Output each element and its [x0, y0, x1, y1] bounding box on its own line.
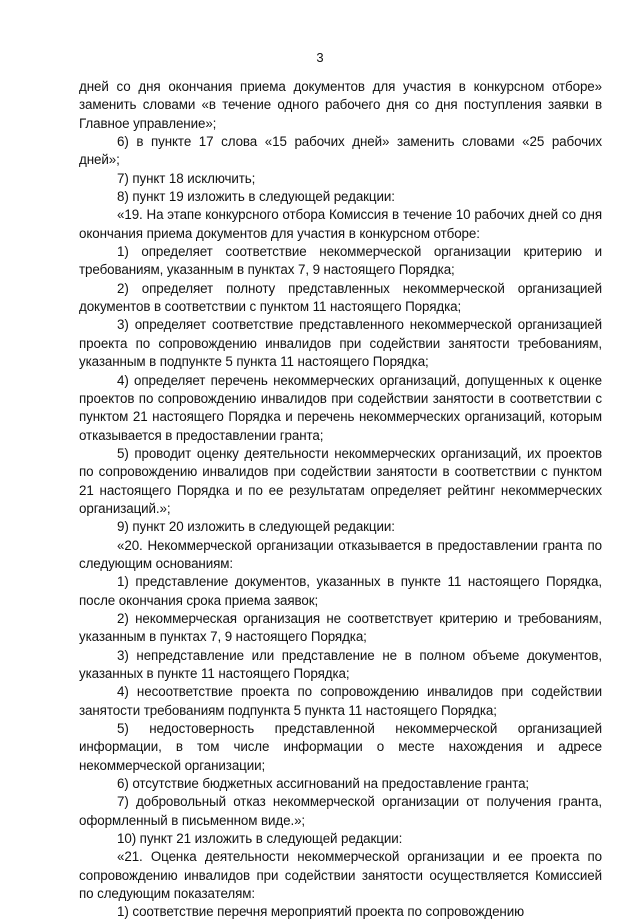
paragraph-clause-21: «21. Оценка деятельности некоммерческой организации и ее проекта по сопровождению инвалидов при содействии занятости осуществляется Комиссией по следующим показателям:	[79, 849, 602, 902]
paragraph-clause-19-sub-1: 1) определяет соответствие некоммерческой организации критерию и требованиям, указанным в пунктах 7, 9 настоящего Порядка;	[79, 244, 602, 278]
paragraph-clause-19-sub-5: 5) проводит оценку деятельности некоммерческих организаций, их проектов по сопровождению инвалидов при содействии занятости в соответствии с пунктом 21 настоящего Порядка и по ее результатам определяет рейтинг некоммерческих организаций.»;	[79, 445, 602, 516]
paragraph-clause-20-sub-2: 2) некоммерческая организация не соответствует критерию и требованиям, указанным в пунктах 7, 9 настоящего Порядка;	[79, 610, 602, 645]
paragraph-clause-20-sub-6: 6) отсутствие бюджетных ассигнований на предоставление гранта;	[117, 776, 530, 792]
paragraph-clause-20-sub-7: 7) добровольный отказ некоммерческой организации от получения гранта, оформленный в письменном виде.»;	[79, 794, 602, 828]
paragraph-clause-20-sub-5: 5) недостоверность представленной некоммерческой организацией информации, в том числе информации о месте нахождения и адресе некоммерческой организации;	[79, 721, 602, 773]
document-body	[79, 78, 602, 922]
paragraph-clause-21-sub-1: 1) соответствие перечня мероприятий проекта по сопровождению	[117, 904, 525, 920]
paragraph-clause-20-sub-3: 3) непредставление или представление не в полном объеме документов, указанных в пункте 11 настоящего Порядка;	[79, 647, 602, 681]
page-number: 3	[316, 50, 324, 65]
paragraph-clause-19-sub-3: 3) определяет соответствие представленного некоммерческой организацией проекта по сопровождению инвалидов при содействии занятости требованиям, указанным в подпункте 5 пункта 11 настоящего Порядка;	[79, 317, 602, 370]
paragraph-item-8: 8) пункт 19 изложить в следующей редакции:	[117, 189, 395, 205]
paragraph-clause-19-sub-2: 2) определяет полноту представленных некоммерческой организацией документов в соответствии с пунктом 11 настоящего Порядка;	[79, 280, 602, 315]
paragraph-clause-19-sub-4: 4) определяет перечень некоммерческих организаций, допущенных к оценке проектов по сопровождению инвалидов при содействии занятости в соответствии с пунктом 21 настоящего Порядка и перечень некоммерческих организаций, которым отказывается в предоставлении гранта;	[79, 372, 602, 443]
paragraph-clause-20: «20. Некоммерческой организации отказывается в предоставлении гранта по следующим основаниям:	[79, 537, 602, 571]
paragraph-item-10: 10) пункт 21 изложить в следующей редакции:	[117, 831, 403, 847]
paragraph-clause-19: «19. На этапе конкурсного отбора Комиссия в течение 10 рабочих дней со дня окончания приема документов для участия в конкурсном отборе:	[79, 207, 602, 241]
paragraph-clause-20-sub-4: 4) несоответствие проекта по сопровождению инвалидов при содействии занятости требованиям подпункта 5 пункта 11 настоящего Порядка;	[79, 684, 602, 718]
paragraph-item-7: 7) пункт 18 исключить;	[117, 170, 256, 186]
paragraph-continuation: дней со дня окончания приема документов для участия в конкурсном отборе» заменить словами «в течение одного рабочего дня со дня поступления заявки в Главное управление»;	[79, 79, 602, 131]
paragraph-item-6: 6) в пункте 17 слова «15 рабочих дней» заменить словами «25 рабочих дней»;	[79, 134, 602, 168]
paragraph-clause-20-sub-1: 1) представление документов, указанных в пункте 11 настоящего Порядка, после окончания срока приема заявок;	[79, 574, 602, 608]
paragraph-item-9: 9) пункт 20 изложить в следующей редакции:	[117, 519, 395, 535]
